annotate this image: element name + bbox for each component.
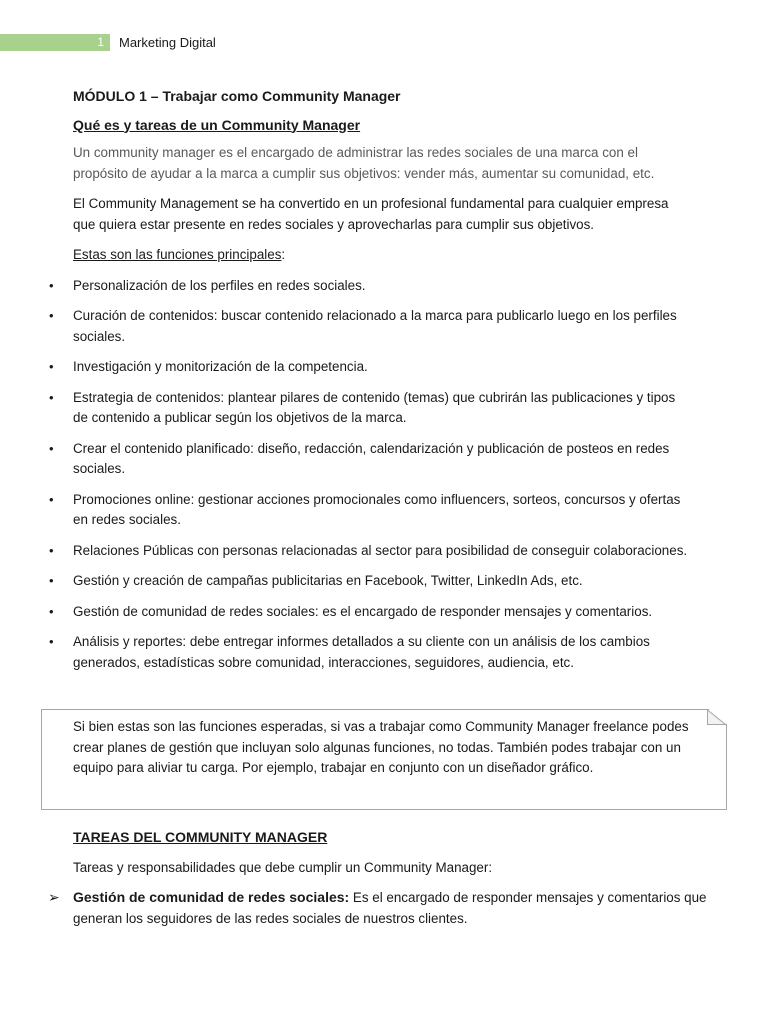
page-header	[0, 34, 300, 51]
list-item: • Promociones online: gestionar acciones promocionales como influencers, sorteos, concursos y ofertas en redes sociales.	[73, 490, 693, 531]
module-title: MÓDULO 1 – Trabajar como Community Manager	[73, 88, 401, 104]
tareas-item	[48, 887, 713, 929]
paragraph-community-management: El Community Management se ha convertido en un profesional fundamental para cualquier empresa que quiera estar presente en redes sociales y aprovecharlas para cumplir sus objetivos.	[73, 196, 669, 232]
arrow-bullet-icon: ➢	[48, 889, 60, 905]
page-number: 1	[97, 35, 104, 49]
header-title: Marketing Digital	[119, 35, 216, 50]
functions-intro	[73, 245, 693, 266]
functions-list	[73, 276, 693, 674]
list-item: • Estrategia de contenidos: plantear pilares de contenido (temas) que cubrirán las publicaciones y tipos de contenido a publicar según los objetivos de la marca.	[73, 388, 693, 429]
list-item: • Curación de contenidos: buscar contenido relacionado a la marca para publicarlo luego en los perfiles sociales.	[73, 306, 693, 347]
tareas-section	[48, 827, 713, 929]
tareas-item-heading: Gestión de comunidad de redes sociales:	[73, 889, 350, 905]
list-item: • Relaciones Públicas con personas relacionadas al sector para posibilidad de conseguir colaboraciones.	[73, 541, 693, 562]
tareas-intro: Tareas y responsabilidades que debe cumplir un Community Manager:	[73, 859, 493, 875]
tareas-title: TAREAS DEL COMMUNITY MANAGER	[73, 829, 328, 845]
functions-intro-text: Estas son las funciones principales	[73, 247, 282, 262]
list-item: • Análisis y reportes: debe entregar informes detallados a su cliente con un análisis de los cambios generados, estadísticas sobre comunidad, interacciones, seguidores, audiencia, etc.	[73, 632, 693, 673]
list-item: • Gestión y creación de campañas publicitarias en Facebook, Twitter, LinkedIn Ads, etc.	[73, 571, 693, 592]
list-item: • Gestión de comunidad de redes sociales: es el encargado de responder mensajes y comentarios.	[73, 602, 693, 623]
tareas-item-text: Es el encargado de responder mensajes y comentarios que generan los seguidores de las redes sociales de nuestros clientes.	[73, 890, 707, 926]
document-body	[73, 86, 693, 683]
intro-paragraph: Un community manager es el encargado de administrar las redes sociales de una marca con el propósito de ayudar a la marca a cumplir sus objetivos: vender más, aumentar su comunidad, etc.	[73, 145, 655, 181]
list-item: • Investigación y monitorización de la competencia.	[73, 357, 693, 378]
list-item: • Crear el contenido planificado: diseño, redacción, calendarización y publicación de posteos en redes sociales.	[73, 439, 693, 480]
callout-text: Si bien estas son las funciones esperadas, si vas a trabajar como Community Manager freelance podes crear planes de gestión que incluyan solo algunas funciones, no todas. También podes trabajar con un equipo para aliviar tu carga. Por ejemplo, trabajar en conjunto con un diseñador gráfico.	[73, 719, 689, 775]
list-item: • Personalización de los perfiles en redes sociales.	[73, 276, 693, 297]
functions-intro-colon: :	[281, 247, 286, 262]
section-subtitle: Qué es y tareas de un Community Manager	[73, 116, 361, 133]
